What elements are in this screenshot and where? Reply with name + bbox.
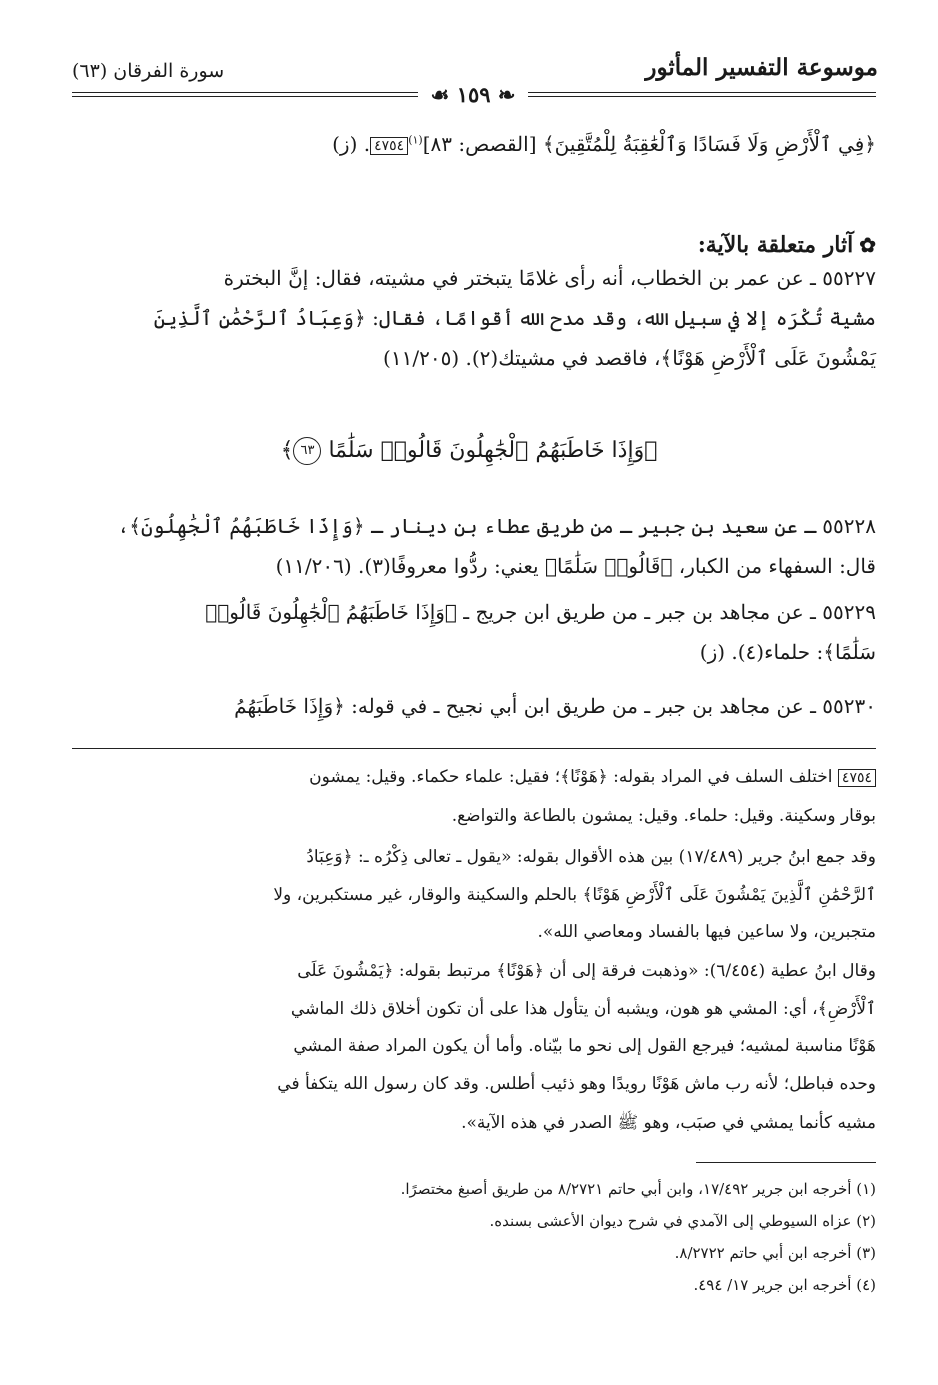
narration-line: سَلَٰمًا﴾: حلماء(٤). (ز) — [699, 640, 876, 664]
commentary-line — [72, 766, 876, 787]
commentary-line: وقد جمع ابنُ جرير (١٧/٤٨٩) بين هذه الأقوال بقوله: «يقول ـ تعالى ذِكْرُه ـ: ﴿وَعِبَادُ — [306, 847, 876, 867]
quran-continuation: ﴿فِي ٱلْأَرْضِ وَلَا فَسَادًا وَٱلْعَٰقِبَةُ لِلْمُتَّقِينَ﴾ [القصص: ٨٣] — [422, 132, 876, 156]
commentary-line: مشيه كأنما يمشي في صبَب، وهو ﷺ الصدر في هذه الآية». — [461, 1113, 876, 1133]
narration-line: قال: السفهاء من الكبار، ﴿قَالُوا۟ سَلَٰمًا﴾ يعني: ردُّوا معروفًا(٣). (١١/٢٠٦) — [275, 554, 876, 578]
commentary-ref-box: ٤٧٥٤ — [370, 137, 408, 155]
commentary-line: ٱلْأَرْضِ﴾، أي: المشي هو هون، ويشبه أن يتأول هذا على أن تكون أخلاق ذلك الماشي — [290, 999, 876, 1019]
source-code: . (ز) — [332, 132, 371, 156]
footnote: (٢) عزاه السيوطي إلى الآمدي في شرح ديوان الأعشى بسنده. — [489, 1212, 876, 1230]
commentary-line: هَوْنًا مناسبة لمشيه؛ فيرجع القول إلى نحو ما بيّناه. وأما أن يكون المراد صفة المشي — [293, 1036, 876, 1056]
section-title — [698, 232, 876, 258]
ornament-icon: ☙ — [430, 82, 457, 107]
ayah-close: ﴾ — [280, 438, 294, 463]
flower-icon: ✿ — [859, 233, 876, 257]
footnote-ref: (١) — [408, 133, 423, 147]
narration-line: ٥٥٢٢٩ ـ عن مجاهد بن جبر ـ من طريق ابن جريج ـ ﴿وَإِذَا خَاطَبَهُمُ ٱلْجَٰهِلُونَ قَالُوا۟ — [205, 600, 876, 624]
commentary-separator — [72, 748, 876, 749]
footnote: (١) أخرجه ابن جرير ١٧/٤٩٢، وابن أبي حاتم ٨/٢٧٢١ من طريق أصبغ مختصرًا. — [400, 1180, 876, 1198]
ornament-icon: ❧ — [490, 82, 516, 107]
narration-line: مشية تُكْرَه إلا في سبيل الله، وقد مدح الله أقوامًا، فقال: ﴿وَعِبَادُ ٱلرَّحْمَٰنِ ٱلَّذِينَ — [153, 306, 876, 330]
surah-label: سورة الفرقان (٦٣) — [72, 60, 225, 82]
commentary-line: وقال ابنُ عطية (٦/٤٥٤): «وذهبت فرقة إلى أن ﴿هَوْنًا﴾ مرتبط بقوله: ﴿يَمْشُونَ عَلَى — [297, 961, 876, 981]
ayah-heading — [0, 437, 938, 465]
commentary-line: بوقار وسكينة. وقيل: حلماء. وقيل: يمشون بالطاعة والتواضع. — [451, 806, 876, 826]
commentary-line: متجبرين، ولا ساعين فيها بالفساد ومعاصي الله». — [537, 922, 876, 942]
page-number — [418, 82, 528, 110]
commentary-text: اختلف السلف في المراد بقوله: ﴿هَوْنًا﴾؛ فقيل: علماء حكماء. وقيل: يمشون — [309, 767, 833, 787]
footnote: (٣) أخرجه ابن أبي حاتم ٨/٢٧٢٢. — [674, 1244, 876, 1262]
commentary-line: ٱلرَّحْمَٰنِ ٱلَّذِينَ يَمْشُونَ عَلَى ٱلْأَرْضِ هَوْنًا﴾ بالحلم والسكينة والوقار، غير مستكبرين، ولا — [273, 885, 876, 905]
narration-line: ٥٥٢٢٨ ـ عن سعيد بن جبير ـ من طريق عطاء بن دينار ـ ﴿وَإِذَا خَاطَبَهُمُ ٱلْجَٰهِلُونَ﴾، — [117, 514, 876, 538]
commentary-box: ٤٧٥٤ — [838, 769, 876, 787]
ayah-text: ﴿وَإِذَا خَاطَبَهُمُ ٱلْجَٰهِلُونَ قَالُوا۟ سَلَٰمًا — [328, 438, 658, 463]
narration-line: ٥٥٢٢٧ ـ عن عمر بن الخطاب، أنه رأى غلامًا يتبختر في مشيته، فقال: إنَّ البخترة — [223, 266, 876, 290]
footnote: (٤) أخرجه ابن جرير ١٧/ ٤٩٤. — [693, 1276, 876, 1294]
book-title: موسوعة التفسير المأثور — [645, 54, 878, 81]
section-title-text: آثار متعلقة بالآية: — [697, 232, 854, 258]
continuation-line — [72, 132, 876, 156]
narration-line: ٥٥٢٣٠ ـ عن مجاهد بن جبر ـ من طريق ابن أبي نجيح ـ في قوله: ﴿وَإِذَا خَاطَبَهُمُ — [234, 694, 876, 718]
footnote-separator — [696, 1162, 876, 1163]
commentary-line: وحده فباطل؛ لأنه رب ماش هَوْنًا رويدًا وهو ذئيب أطلس. وقد كان رسول الله يتكفأ في — [277, 1074, 876, 1094]
narration-line: يَمْشُونَ عَلَى ٱلْأَرْضِ هَوْنًا﴾، فاقصد في مشيتك(٢). (١١/٢٠٥) — [383, 346, 876, 370]
ayah-number: ٦٣ — [293, 437, 321, 465]
page-number-value: ١٥٩ — [456, 82, 491, 107]
